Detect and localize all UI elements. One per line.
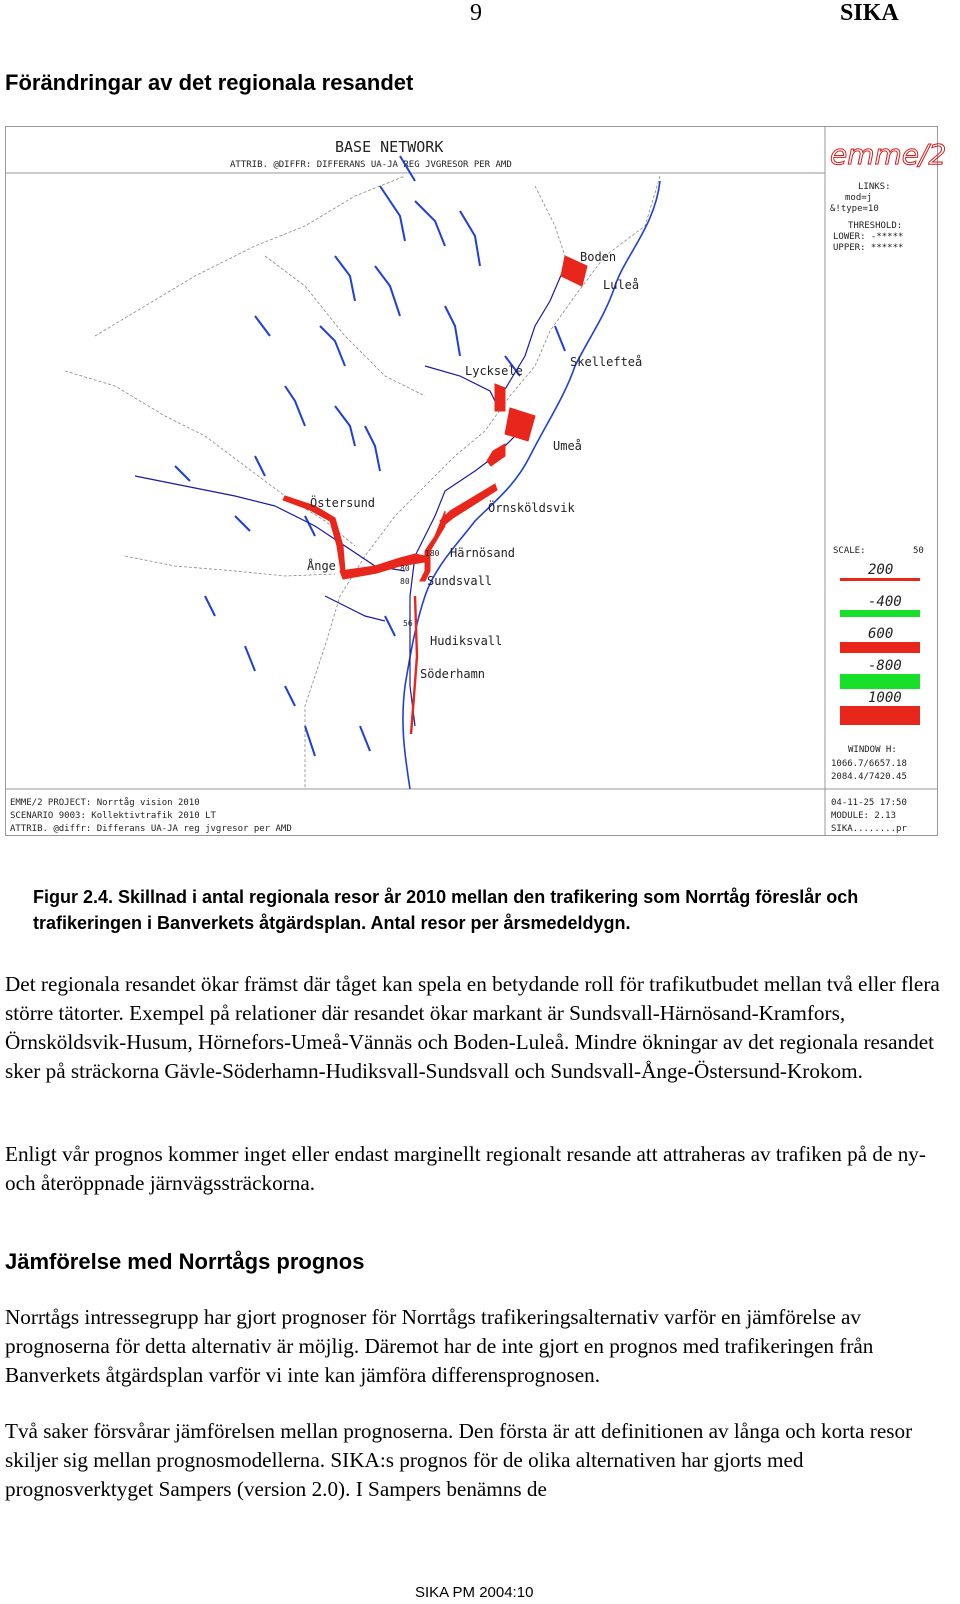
place-skelleftea: Skellefteå bbox=[570, 355, 643, 369]
section-title-changes: Förändringar av det regionala resandet bbox=[5, 70, 414, 95]
footer-scenario: SCENARIO 9003: Kollektivtrafik 2010 LT bbox=[10, 811, 216, 821]
place-sundsvall: Sundsvall bbox=[427, 574, 493, 588]
threshold-lower: LOWER: -***** bbox=[833, 232, 904, 242]
place-soderhamn: Söderhamn bbox=[420, 667, 486, 681]
window-coords-2: 2084.4/7420.45 bbox=[831, 772, 907, 782]
page-footer: SIKA PM 2004:10 bbox=[415, 1584, 534, 1601]
footer-module: MODULE: 2.13 bbox=[831, 811, 897, 821]
scale-label: SCALE: bbox=[833, 546, 866, 556]
legend-label: -800 bbox=[868, 658, 902, 674]
legend-swatch bbox=[840, 578, 920, 581]
legend-swatch bbox=[840, 674, 920, 689]
threshold-label: THRESHOLD: bbox=[848, 221, 903, 231]
paragraph-2: Enligt vår prognos kommer inget eller endast marginellt regionalt resande att attraheras av trafiken på de ny- och återöppnade järnvägssträckorna. bbox=[5, 1142, 926, 1195]
window-label: WINDOW H: bbox=[848, 745, 897, 755]
footer-attrib: ATTRIB. @diffr: Differans UA-JA reg jvgresor per AMD bbox=[10, 824, 292, 834]
figure-border bbox=[6, 127, 938, 836]
link-value-1: 180 bbox=[425, 549, 440, 558]
network-map-svg bbox=[5, 126, 955, 856]
legend-swatch bbox=[840, 642, 920, 653]
link-value-2: 80 bbox=[400, 564, 410, 573]
links-mod: mod=j bbox=[845, 193, 873, 203]
section-title-comparison: Jämförelse med Norrtågs prognos bbox=[5, 1249, 365, 1274]
link-value-4: 56 bbox=[403, 619, 413, 628]
place-umea: Umeå bbox=[553, 439, 582, 453]
page-number: 9 bbox=[470, 0, 482, 26]
place-lycksele: Lycksele bbox=[465, 364, 523, 378]
legend-swatch bbox=[840, 610, 920, 617]
network-map-figure bbox=[5, 126, 955, 856]
emme2-logo: emme/2 bbox=[830, 138, 947, 171]
links-label: LINKS: bbox=[858, 182, 891, 192]
footer-project: EMME/2 PROJECT: Norrtåg vision 2010 bbox=[10, 798, 200, 808]
threshold-upper: UPPER: ****** bbox=[833, 243, 904, 253]
paragraph-3: Norrtågs intressegrupp har gjort prognoser för Norrtågs trafikeringsalternativ varför en jämförelse av prognoserna för detta alternativ är möjlig. Däremot har de inte gjort en prognos med trafikeringen från Banverkets åtgärdsplan varför vi inte kan jämföra differensprognosen. bbox=[5, 1305, 874, 1387]
place-ange: Ånge bbox=[307, 559, 336, 573]
legend-label: 200 bbox=[868, 562, 894, 578]
links-type: &!type=10 bbox=[830, 204, 879, 214]
place-lulea: Luleå bbox=[603, 278, 640, 292]
footer-sika: SIKA........pr bbox=[831, 824, 907, 834]
footer-date: 04-11-25 17:50 bbox=[831, 798, 907, 808]
legend-swatch bbox=[840, 706, 920, 725]
paragraph-4: Två saker försvårar jämförelsen mellan prognoserna. Den första är att definitionen av långa och korta resor skiljer sig mellan prognosmodellerna. SIKA:s prognos för de olika alternativen har gjorts med prognosverktyget Sampers (version 2.0). I Sampers benämns de bbox=[5, 1419, 913, 1501]
place-ostersund: Östersund bbox=[310, 496, 376, 510]
window-coords-1: 1066.7/6657.18 bbox=[831, 759, 907, 769]
place-ornskoldsvik: Örnsköldsvik bbox=[488, 501, 575, 515]
map-attrib-line: ATTRIB. @DIFFR: DIFFERANS UA-JA REG JVGRESOR PER AMD bbox=[230, 160, 512, 170]
legend-label: 1000 bbox=[868, 690, 902, 706]
org-name: SIKA bbox=[840, 0, 899, 26]
legend-label: -400 bbox=[868, 594, 902, 610]
place-hudiksvall: Hudiksvall bbox=[430, 634, 503, 648]
map-title: BASE NETWORK bbox=[335, 138, 444, 156]
place-harnosand: Härnösand bbox=[450, 546, 516, 560]
legend-label: 600 bbox=[868, 626, 894, 642]
place-boden: Boden bbox=[580, 250, 617, 264]
link-value-3: 80 bbox=[400, 577, 410, 586]
scale-value: 50 bbox=[913, 546, 924, 556]
paragraph-1: Det regionala resandet ökar främst där tåget kan spela en betydande roll för trafikutbudet mellan två eller flera större tätorter. Exempel på relationer där resandet ökar markant är Sundsvall-Härnösand-Kramfors, Örnsköldsvik-Husum, Hörnefors-Umeå-Vännäs och Boden-Luleå. Mindre ökningar av det regionala resandet sker på sträckorna Gävle-Söderhamn-Hudiksvall-Sundsvall och Sundsvall-Ånge-Östersund-Krokom. bbox=[5, 972, 940, 1083]
figure-caption: Figur 2.4. Skillnad i antal regionala resor år 2010 mellan den trafikering som Norrtåg föreslår och trafikeringen i Banverkets åtgärdsplan. Antal resor per årsmedeldygn. bbox=[33, 887, 859, 933]
